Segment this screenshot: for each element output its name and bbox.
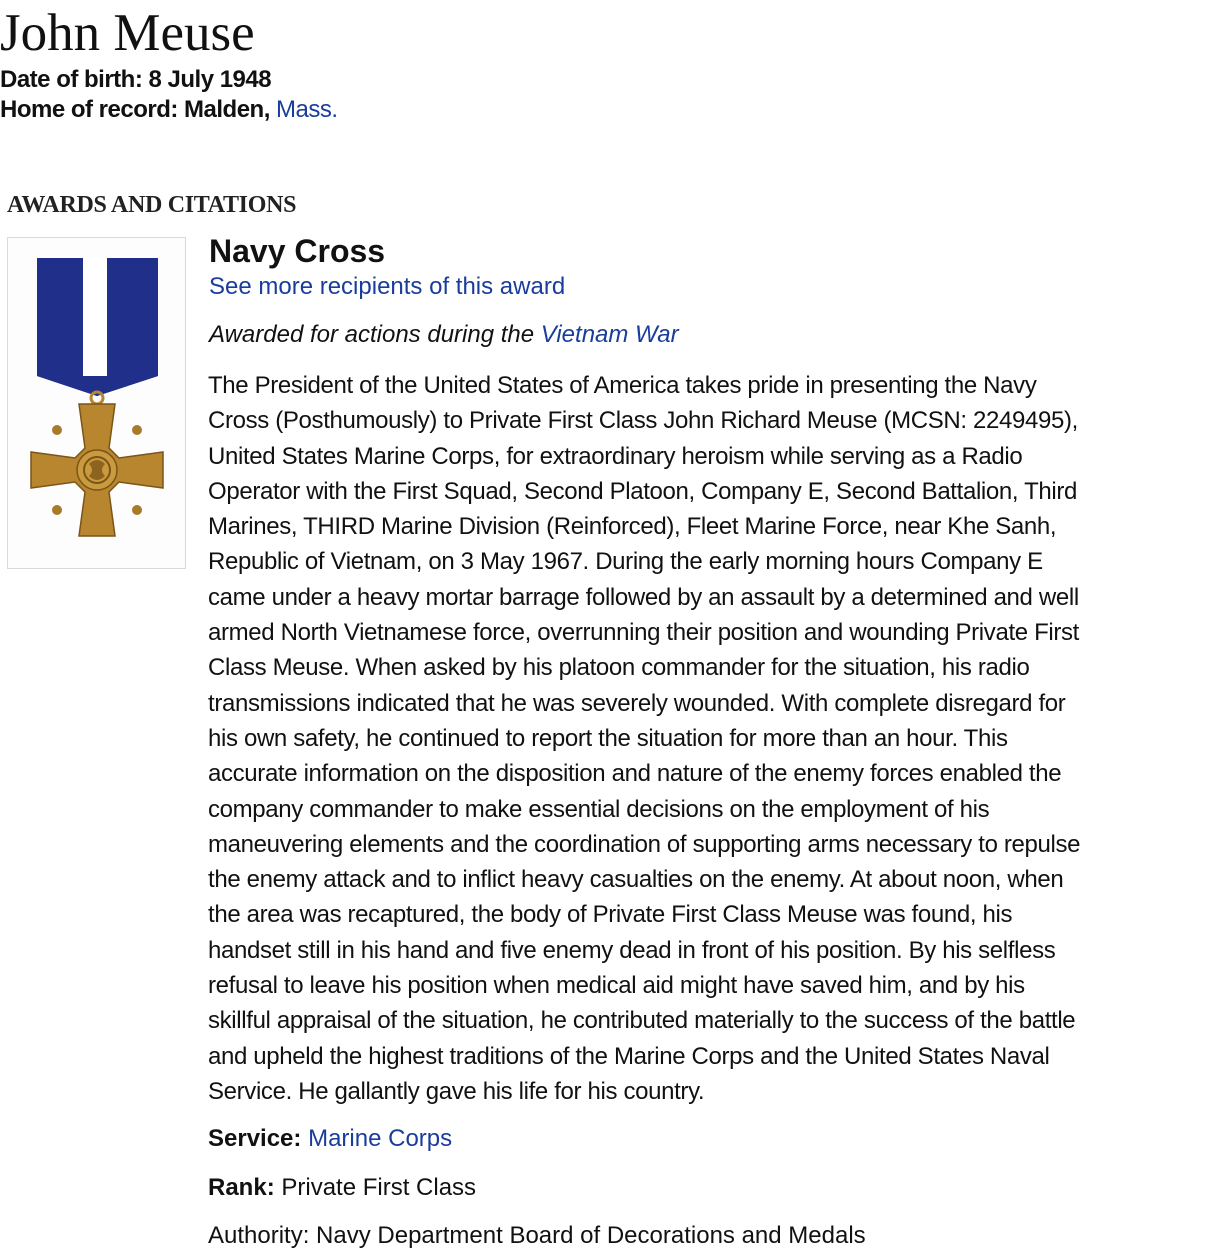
citation-line: accurate information on the disposition and nature of the enemy forces enabled the	[208, 760, 1062, 788]
person-name: John Meuse	[0, 4, 255, 62]
citation-text	[208, 368, 1198, 1109]
service-link[interactable]: Marine Corps	[308, 1125, 453, 1152]
service-row	[208, 1123, 452, 1155]
date-of-birth	[0, 66, 271, 94]
citation-line: skillful appraisal of the situation, he contributed materially to the success of the battle	[208, 1007, 1076, 1035]
medal-image-frame	[7, 237, 186, 569]
citation-line: the area was recaptured, the body of Private First Class Meuse was found, his	[208, 901, 1013, 929]
home-city: Malden,	[184, 96, 270, 123]
citation-line: Class Meuse. When asked by his platoon commander for the situation, his radio	[208, 654, 1030, 682]
rank-label: Rank:	[208, 1174, 275, 1201]
citation-line: the enemy attack and to inflict heavy casualties on the enemy. At about noon, when	[208, 866, 1064, 894]
citation-line: handset still in his hand and five enemy dead in front of his position. By his selfless	[208, 936, 1056, 964]
citation-line: refusal to leave his position when medical aid might have saved him, and by his	[208, 972, 1025, 1000]
rank-row	[208, 1172, 476, 1204]
vietnam-war-link[interactable]: Vietnam War	[540, 321, 679, 348]
citation-line: came under a heavy mortar barrage followed by an assault by a determined and well	[208, 583, 1079, 611]
awarded-for-line	[209, 319, 679, 351]
citation-line: United States Marine Corps, for extraordinary heroism while serving as a Radio	[208, 442, 1023, 470]
citation-line: transmissions indicated that he was severely wounded. With complete disregard for	[208, 689, 1066, 717]
section-heading: AWARDS AND CITATIONS	[7, 192, 297, 218]
award-title: Navy Cross	[209, 233, 386, 269]
dob-label: Date of birth:	[0, 66, 143, 93]
citation-line: Operator with the First Squad, Second Platoon, Company E, Second Battalion, Third	[208, 477, 1078, 505]
authority-row: Authority: Navy Department Board of Decorations and Medals	[208, 1222, 866, 1249]
awarded-prefix: Awarded for actions during the	[209, 321, 535, 348]
service-label: Service:	[208, 1125, 302, 1152]
home-of-record	[0, 96, 338, 124]
citation-line: his own safety, he continued to report the situation for more than an hour. This	[208, 724, 1008, 752]
citation-line: Service. He gallantly gave his life for his country.	[208, 1077, 705, 1105]
home-state-link[interactable]: Mass.	[276, 96, 338, 123]
more-recipients-link[interactable]: See more recipients of this award	[209, 273, 566, 300]
citation-line: Cross (Posthumously) to Private First Class John Richard Meuse (MCSN: 2249495),	[208, 407, 1078, 435]
rank-value: Private First Class	[281, 1174, 477, 1201]
citation-line: armed North Vietnamese force, overrunning their position and wounding Private First	[208, 619, 1079, 647]
citation-line: Marines, THIRD Marine Division (Reinforced), Fleet Marine Force, near Khe Sanh,	[208, 513, 1057, 541]
citation-line: and upheld the highest traditions of the Marine Corps and the United States Naval	[208, 1042, 1050, 1070]
citation-line: Republic of Vietnam, on 3 May 1967. During the early morning hours Company E	[208, 548, 1043, 576]
citation-line: The President of the United States of America takes pride in presenting the Navy	[208, 372, 1037, 399]
citation-line: company commander to make essential decisions on the employment of his	[208, 795, 990, 823]
home-label: Home of record:	[0, 96, 178, 123]
citation-line: maneuvering elements and the coordination of supporting arms necessary to repulse	[208, 830, 1081, 858]
dob-value: 8 July 1948	[148, 66, 272, 93]
navy-cross-medal-icon	[8, 238, 185, 568]
